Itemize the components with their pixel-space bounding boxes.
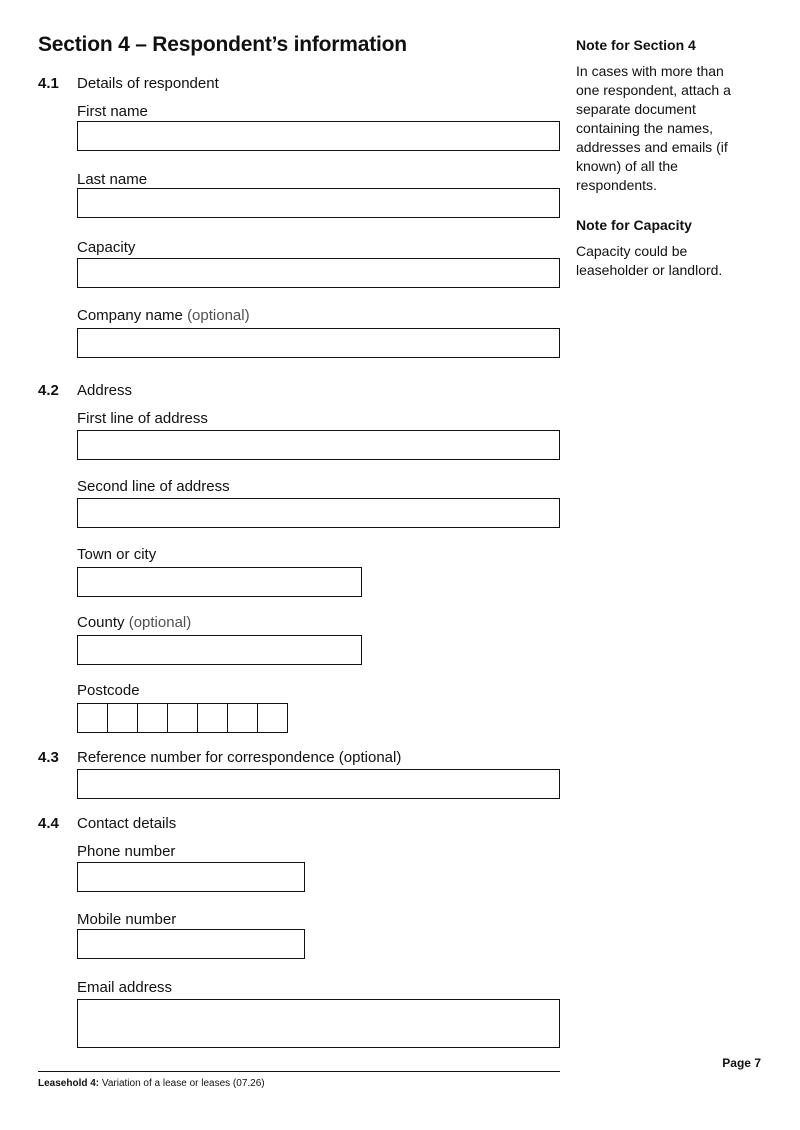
county-text: County — [77, 614, 125, 631]
question-4-3-heading: Reference number for correspondence (optional) — [77, 749, 402, 766]
town-field[interactable] — [77, 567, 362, 597]
question-4-4-heading: Contact details — [77, 815, 177, 832]
company-name-text: Company name — [77, 307, 183, 324]
question-number-4-4: 4.4 — [38, 815, 59, 832]
postcode-cell[interactable] — [227, 703, 258, 733]
note-capacity-body: Capacity could be leaseholder or landlord. — [576, 243, 723, 278]
company-name-label — [77, 307, 250, 324]
company-optional-text: (optional) — [187, 307, 250, 324]
address-line2-field[interactable] — [77, 498, 560, 528]
email-field[interactable] — [77, 999, 560, 1048]
address-line1-field[interactable] — [77, 430, 560, 460]
company-name-field[interactable] — [77, 328, 560, 358]
postcode-cell[interactable] — [77, 703, 108, 733]
address-line1-label: First line of address — [77, 410, 208, 427]
postcode-cell[interactable] — [167, 703, 198, 733]
question-number-4-1: 4.1 — [38, 75, 59, 92]
question-4-2-heading: Address — [77, 382, 133, 399]
footer-form-reference — [38, 1078, 265, 1089]
footer-divider — [38, 1071, 560, 1072]
note-section4-heading: Note for Section 4 — [576, 37, 696, 53]
phone-field[interactable] — [77, 862, 305, 892]
last-name-field[interactable] — [77, 188, 560, 218]
first-name-field[interactable] — [77, 121, 560, 151]
postcode-cell[interactable] — [197, 703, 228, 733]
county-optional-text: (optional) — [128, 614, 192, 631]
last-name-label: Last name — [77, 171, 148, 188]
mobile-field[interactable] — [77, 929, 305, 959]
footer-form-name: Leasehold 4: — [38, 1078, 100, 1089]
postcode-label: Postcode — [77, 682, 140, 699]
county-field[interactable] — [77, 635, 362, 665]
email-label: Email address — [77, 979, 173, 996]
page-title: Section 4 – Respondent’s information — [38, 33, 407, 56]
postcode-cell[interactable] — [137, 703, 168, 733]
capacity-field[interactable] — [77, 258, 560, 288]
question-4-1-heading: Details of respondent — [77, 75, 219, 92]
phone-label: Phone number — [77, 843, 176, 860]
note-capacity-heading: Note for Capacity — [576, 217, 692, 233]
question-number-4-2: 4.2 — [38, 382, 59, 399]
postcode-field — [77, 703, 287, 733]
postcode-cell[interactable] — [107, 703, 138, 733]
reference-number-field[interactable] — [77, 769, 560, 799]
address-line2-label: Second line of address — [77, 478, 230, 495]
question-number-4-3: 4.3 — [38, 749, 59, 766]
capacity-label: Capacity — [77, 239, 136, 256]
page-number: Page 7 — [722, 1056, 761, 1070]
county-label — [77, 614, 191, 631]
postcode-cell[interactable] — [257, 703, 288, 733]
town-label: Town or city — [77, 546, 157, 563]
first-name-label: First name — [77, 103, 148, 120]
note-section4-body: In cases with more than one respondent, attach a separate document containing the names, addresses and emails (if known) of all the respondents. — [576, 63, 731, 193]
footer-form-desc: Variation of a lease or leases (07.26) — [101, 1078, 265, 1089]
mobile-label: Mobile number — [77, 911, 177, 928]
